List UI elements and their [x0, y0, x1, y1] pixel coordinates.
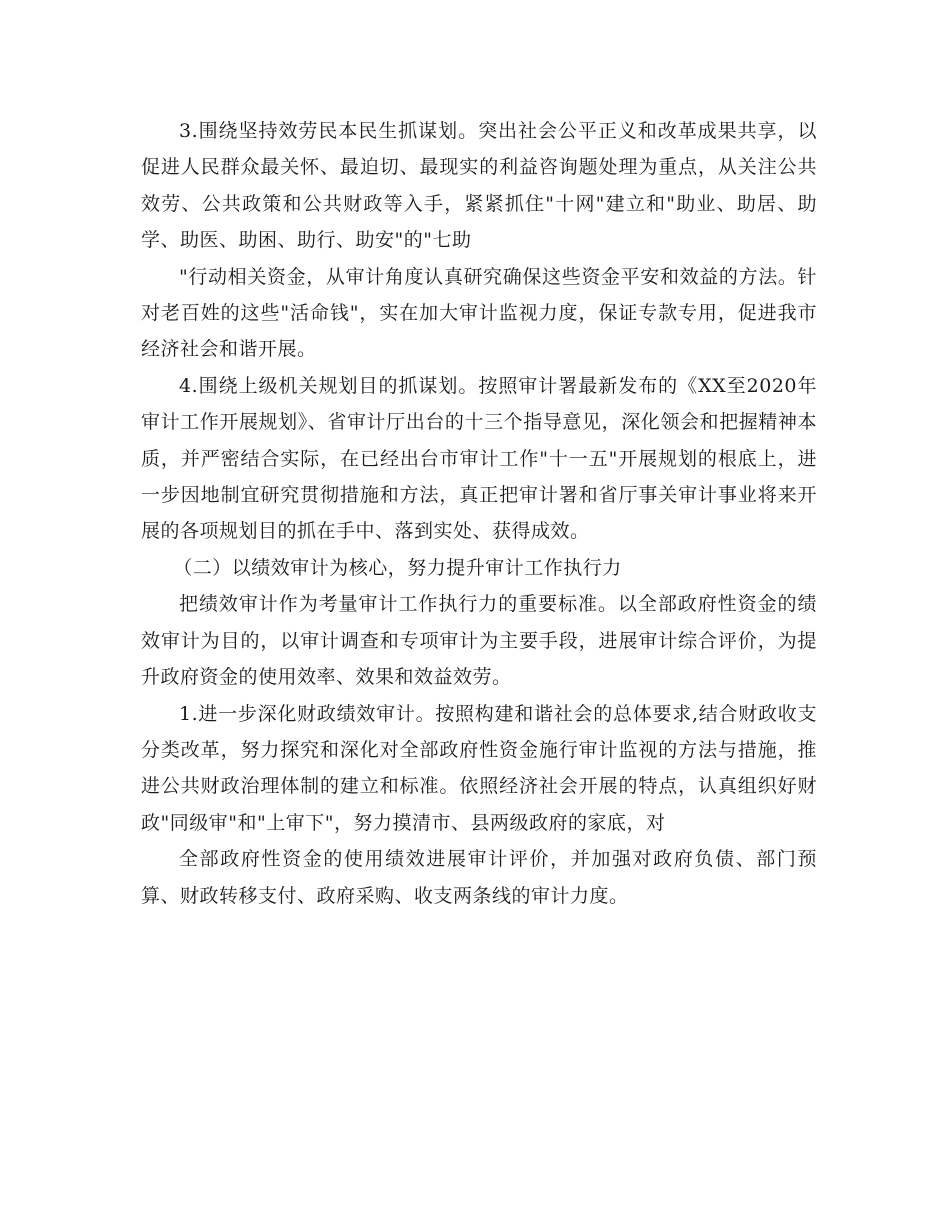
document-body [141, 113, 817, 914]
paragraph-intro: 把绩效审计作为考量审计工作执行力的重要标准。以全部政府性资金的绩效审计为目的，以审计调查和专项审计为主要手段，进展审计综合评价，为提升政府资金的使用效率、效果和效益效劳。 [141, 593, 817, 689]
paragraph-item-4: 4.围绕上级机关规划目的抓谋划。按照审计署最新发布的《XX至2020年审计工作开展规划》、省审计厅出台的十三个指导意见，深化领会和把握精神本质，并严密结合实际，在已经出台市审计工作"十一五"开展规划的根底上，进一步因地制宜研究贯彻措施和方法，真正把审计署和省厅事关审计事业将来开展的各项规划目的抓在手中、落到实处、获得成效。 [141, 374, 817, 543]
paragraph-item-1: 1.进一步深化财政绩效审计。按照构建和谐社会的总体要求,结合财政收支分类改革，努力探究和深化对全部政府性资金施行审计监视的方法与措施，推进公共财政治理体制的建立和标准。依照经济社会开展的特点，认真组织好财政"同级审"和"上审下"，努力摸清市、县两级政府的家底，对 [141, 702, 817, 834]
paragraph-continuation-2: 全部政府性资金的使用绩效进展审计评价，并加强对政府负债、部门预算、财政转移支付、政府采购、收支两条线的审计力度。 [141, 848, 817, 907]
section-heading: （二）以绩效审计为核心，努力提升审计工作执行力 [173, 556, 622, 579]
paragraph-continuation: "行动相关资金，从审计角度认真研究确保这些资金平安和效益的方法。针对老百姓的这些"活命钱"，实在加大审计监视力度，保证专款专用，促进我市经济社会和谐开展。 [141, 265, 817, 361]
paragraph-item-3: 3.围绕坚持效劳民本民生抓谋划。突出社会公平正义和改革成果共享，以促进人民群众最关怀、最迫切、最现实的利益咨询题处理为重点，从关注公共效劳、公共政策和公共财政等入手，紧紧抓住"十网"建立和"助业、助居、助学、助医、助困、助行、助安"的"七助 [141, 120, 817, 252]
